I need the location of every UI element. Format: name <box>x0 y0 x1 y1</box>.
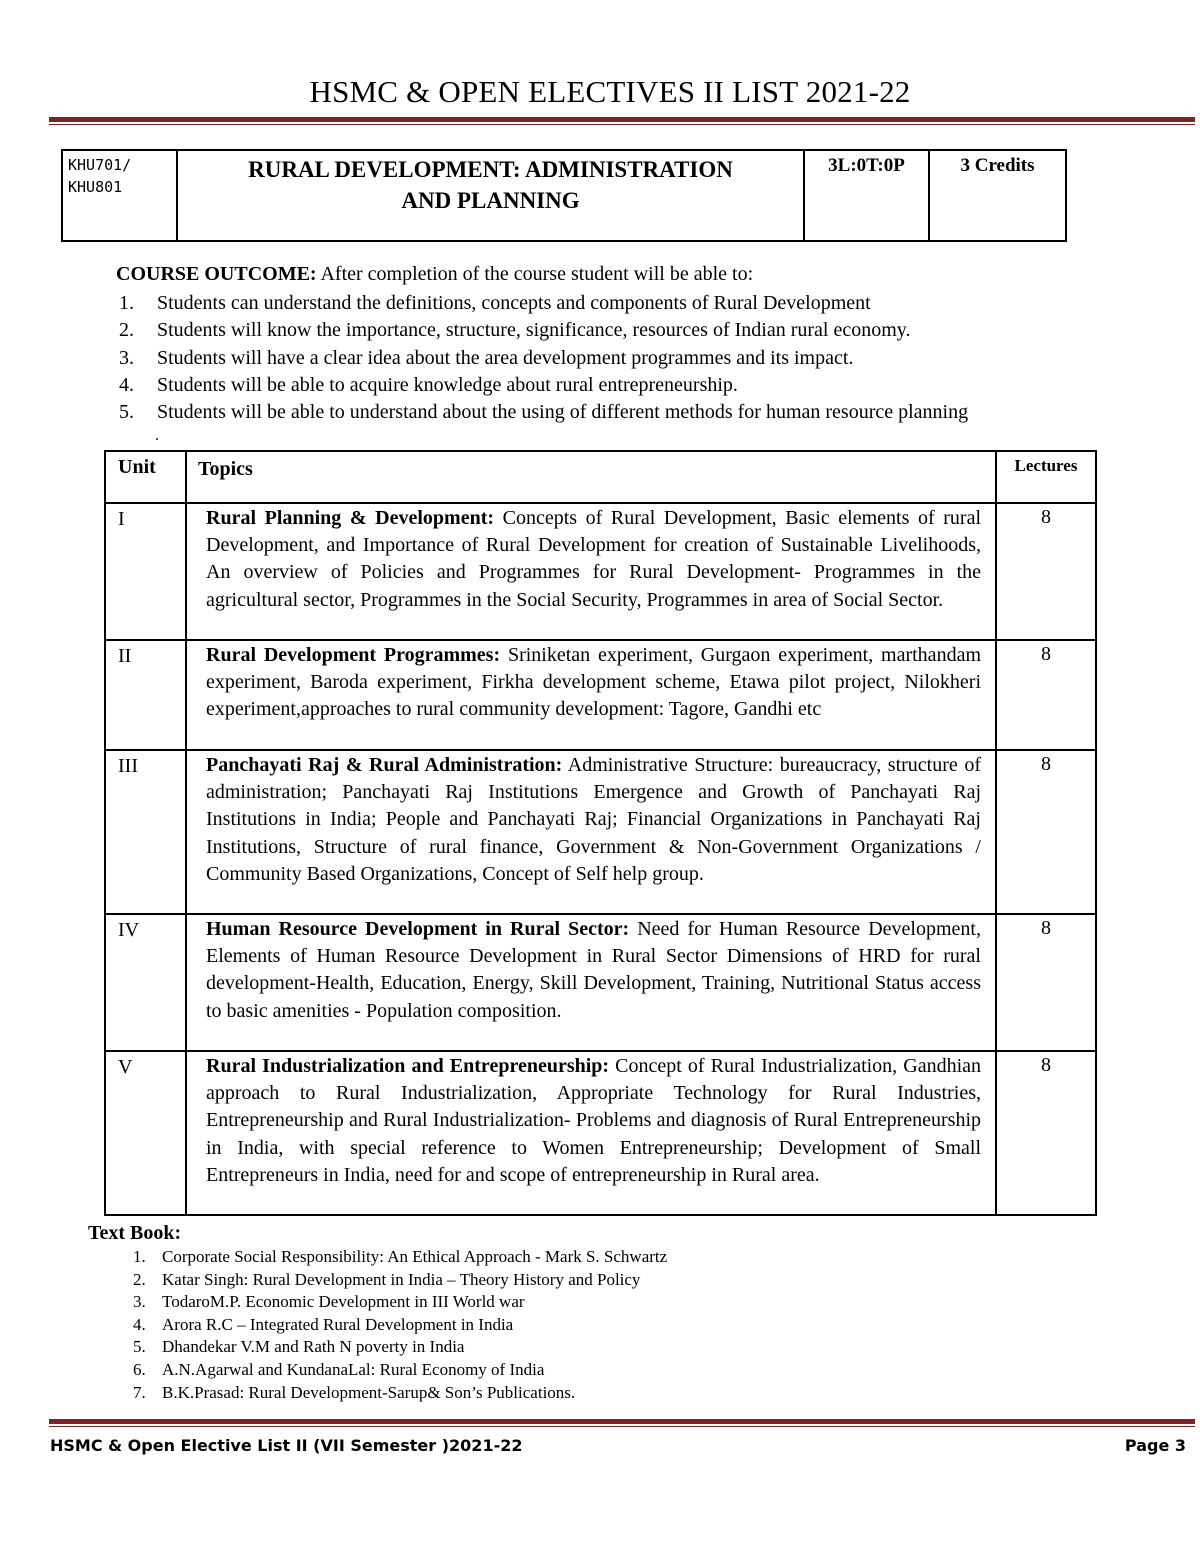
textbook-list <box>133 1246 667 1404</box>
list-item: 3. TodaroM.P. Economic Development in III World war <box>133 1292 525 1312</box>
unit-topic-body: Administrative Structure: bureaucracy, structure of administration; Panchayati Raj Institutions Emergence and Growth of Panchayati Raj Institutions in India; People and Panchayati Raj; Financial Organizations in Panchayati Raj Institutions, Structure of rural finance, Government & Non-Government Organizations / Community Based Organizations, Concept of Self help group. <box>206 754 982 885</box>
unit-topic-body: Sriniketan experiment, Gurgaon experiment, marthandam experiment, Baroda experiment, Firkha development scheme, Etawa pilot project, Nilokheri experiment,approaches to rural community development: Tagore, Gandhi etc <box>206 644 981 721</box>
table-header-row <box>105 451 1096 503</box>
list-item: 3. Students will have a clear idea about the area development programmes and its impact. <box>119 346 854 369</box>
course-code <box>63 151 178 240</box>
list-item: 1. Corporate Social Responsibility: An Ethical Approach - Mark S. Schwartz <box>133 1247 668 1266</box>
course-outcome-label: COURSE OUTCOME: <box>116 263 317 285</box>
list-item: 2. Students will know the importance, structure, significance, resources of Indian rural economy. <box>119 319 911 342</box>
list-item: 4. Arora R.C – Integrated Rural Development in India <box>133 1314 514 1334</box>
course-code-line1: KHU701/ <box>68 156 132 174</box>
table-row <box>105 914 1096 1051</box>
header-lectures: Lectures <box>996 451 1096 503</box>
course-title-line1: RURAL DEVELOPMENT: ADMINISTRATION <box>248 157 733 182</box>
course-header-box <box>61 149 1067 242</box>
footer-document-label: HSMC & Open Elective List II (VII Semester )2021-22 <box>50 1436 523 1455</box>
unit-number: I <box>105 503 186 640</box>
list-item: 1. Students can understand the definitions, concepts and components of Rural Development <box>119 292 871 314</box>
header-topics: Topics <box>186 451 996 503</box>
unit-topics <box>186 914 996 1051</box>
unit-lectures: 8 <box>996 640 1096 750</box>
syllabus-table <box>104 450 1097 1216</box>
table-row <box>105 1051 1096 1215</box>
unit-topic-body: Need for Human Resource Development, Elements of Human Resource Development in Rural Sector Dimensions of HRD for rural development-Health, Education, Energy, Skill Development, Training, Nutritional Status access to basic amenities - Population composition. <box>206 918 981 1022</box>
unit-topics <box>186 750 996 914</box>
table-row <box>105 503 1096 640</box>
table-row <box>105 750 1096 914</box>
list-item: 5. Students will be able to understand about the using of different methods for human resource planning <box>119 401 969 424</box>
list-item: 5. Dhandekar V.M and Rath N poverty in India <box>133 1337 465 1357</box>
unit-topic-title: Rural Planning & Development: <box>206 507 495 529</box>
list-item: 2. Katar Singh: Rural Development in India – Theory History and Policy <box>133 1269 641 1289</box>
course-outcome-intro: After completion of the course student will be able to: <box>316 263 754 285</box>
unit-topics <box>186 503 996 640</box>
header-unit: Unit <box>105 451 186 503</box>
unit-topics <box>186 1051 996 1215</box>
unit-topic-title: Rural Industrialization and Entrepreneurship: <box>206 1055 610 1077</box>
list-item: 4. Students will be able to acquire knowledge about rural entrepreneurship. <box>119 373 738 396</box>
unit-number: II <box>105 640 186 750</box>
course-ltp: 3L:0T:0P <box>805 151 930 240</box>
page-title: HSMC & OPEN ELECTIVES II LIST 2021-22 <box>309 74 911 109</box>
unit-number: V <box>105 1051 186 1215</box>
unit-topic-body: Concepts of Rural Development, Basic elements of rural Development, and Importance of Rural Development for creation of Sustainable Livelihoods, An overview of Policies and Programmes for Rural Development- Programmes in the agricultural sector, Programmes in the Social Security, Programmes in area of Social Sector. <box>206 507 982 611</box>
unit-number: III <box>105 750 186 914</box>
unit-lectures: 8 <box>996 750 1096 914</box>
course-outcome-heading <box>116 263 753 286</box>
course-title-line2: AND PLANNING <box>401 188 580 213</box>
unit-lectures: 8 <box>996 914 1096 1051</box>
unit-topic-title: Rural Development Programmes: <box>206 644 501 666</box>
table-row <box>105 640 1096 750</box>
footer-divider <box>49 1419 1195 1427</box>
course-credits: 3 Credits <box>960 155 1035 176</box>
textbook-heading: Text Book: <box>88 1222 182 1244</box>
course-outcome-list <box>116 290 968 426</box>
course-title <box>178 151 805 240</box>
footer-page-number: Page 3 <box>1124 1436 1186 1455</box>
list-item: 6. A.N.Agarwal and KundanaLal: Rural Economy of India <box>133 1359 545 1379</box>
unit-topics <box>186 640 996 750</box>
course-code-line2: KHU801 <box>68 178 123 196</box>
unit-lectures: 8 <box>996 1051 1096 1215</box>
header-divider <box>49 117 1195 125</box>
unit-lectures: 8 <box>996 503 1096 640</box>
stray-dot: . <box>155 427 159 444</box>
unit-number: IV <box>105 914 186 1051</box>
unit-topic-title: Panchayati Raj & Rural Administration: <box>206 754 563 776</box>
list-item: 7. B.K.Prasad: Rural Development-Sarup& Son’s Publications. <box>133 1382 576 1402</box>
unit-topic-title: Human Resource Development in Rural Sector: <box>206 918 630 940</box>
unit-topic-body: Concept of Rural Industrialization, Gandhian approach to Rural Industrialization, Appropriate Technology for Rural Industries, Entrepreneurship and Rural Industrialization- Problems and diagnosis of Rural Entrepreneurship in India, with special reference to Women Entrepreneurship; Development of Small Entrepreneurs in India, need for and scope of entrepreneurship in Rural area. <box>206 1055 981 1186</box>
